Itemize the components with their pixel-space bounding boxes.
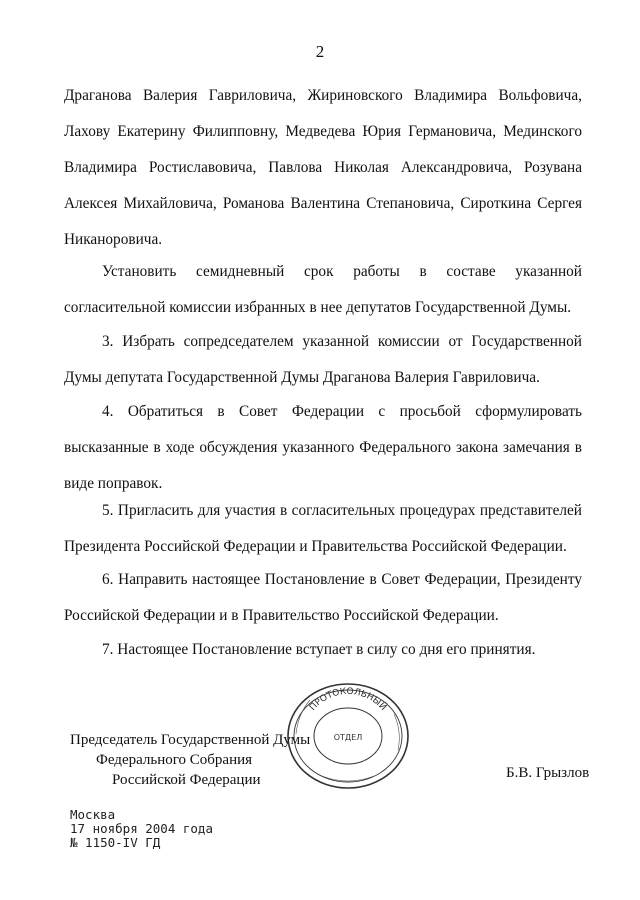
text-line: 7. Настоящее Постановление вступает в силу со дня его принятия. [102, 641, 536, 658]
paragraph-item-7 [64, 632, 582, 668]
text-line: виде поправок. [64, 475, 163, 492]
signature-title-line3: Российской Федерации [112, 772, 261, 788]
paragraph-item-5 [64, 493, 582, 565]
text-line: Драганова Валерия Гавриловича, Жириновского Владимира Вольфовича, [64, 87, 582, 104]
text-line: Установить семидневный срок работы в составе указанной [102, 263, 582, 280]
signatory-name: Б.В. Грызлов [506, 765, 590, 781]
text-line: Владимира Ростиславовича, Павлова Николая Александровича, Розувана [64, 159, 582, 176]
footer-city: Москва [70, 807, 116, 822]
text-line: Никаноровича. [64, 231, 163, 248]
stamp-center-text: ОТДЕЛ [333, 733, 363, 742]
paragraph-item-3 [64, 324, 582, 396]
text-line: 3. Избрать сопредседателем указанной комиссии от Государственной [102, 333, 582, 350]
text-line: 5. Пригласить для участия в согласительных процедурах представителей [102, 502, 582, 519]
document-footer [70, 808, 213, 850]
paragraph-item-4 [64, 394, 582, 502]
text-line: Алексея Михайловича, Романова Валентина Степановича, Сироткина Сергея [64, 195, 582, 212]
signature-title-line2: Федерального Собрания [96, 752, 253, 768]
text-line: Российской Федерации и в Правительство Российской Федерации. [64, 607, 499, 624]
text-line: Думы депутата Государственной Думы Драганова Валерия Гавриловича. [64, 369, 540, 386]
footer-number: № 1150-IV ГД [70, 835, 161, 850]
text-line: 6. Направить настоящее Постановление в Совет Федерации, Президенту [102, 571, 582, 588]
signature-title [70, 730, 330, 790]
text-line: высказанные в ходе обсуждения указанного Федерального закона замечания в [64, 439, 582, 456]
page-number: 2 [315, 42, 325, 61]
footer-date: 17 ноября 2004 года [70, 821, 213, 836]
paragraph-item-6 [64, 562, 582, 634]
paragraph-term [64, 254, 582, 326]
stamp-top-text: ПРОТОКОЛЬНЫЙ [308, 686, 388, 713]
text-line: Президента Российской Федерации и Правительства Российской Федерации. [64, 538, 567, 555]
signature-title-line1: Председатель Государственной Думы [70, 732, 311, 748]
text-line: Лахову Екатерину Филипповну, Медведева Юрия Германовича, Мединского [64, 123, 582, 140]
text-line: 4. Обратиться в Совет Федерации с просьбой сформулировать [102, 403, 582, 420]
paragraph-members-list [64, 78, 582, 258]
text-line: согласительной комиссии избранных в нее депутатов Государственной Думы. [64, 299, 572, 316]
